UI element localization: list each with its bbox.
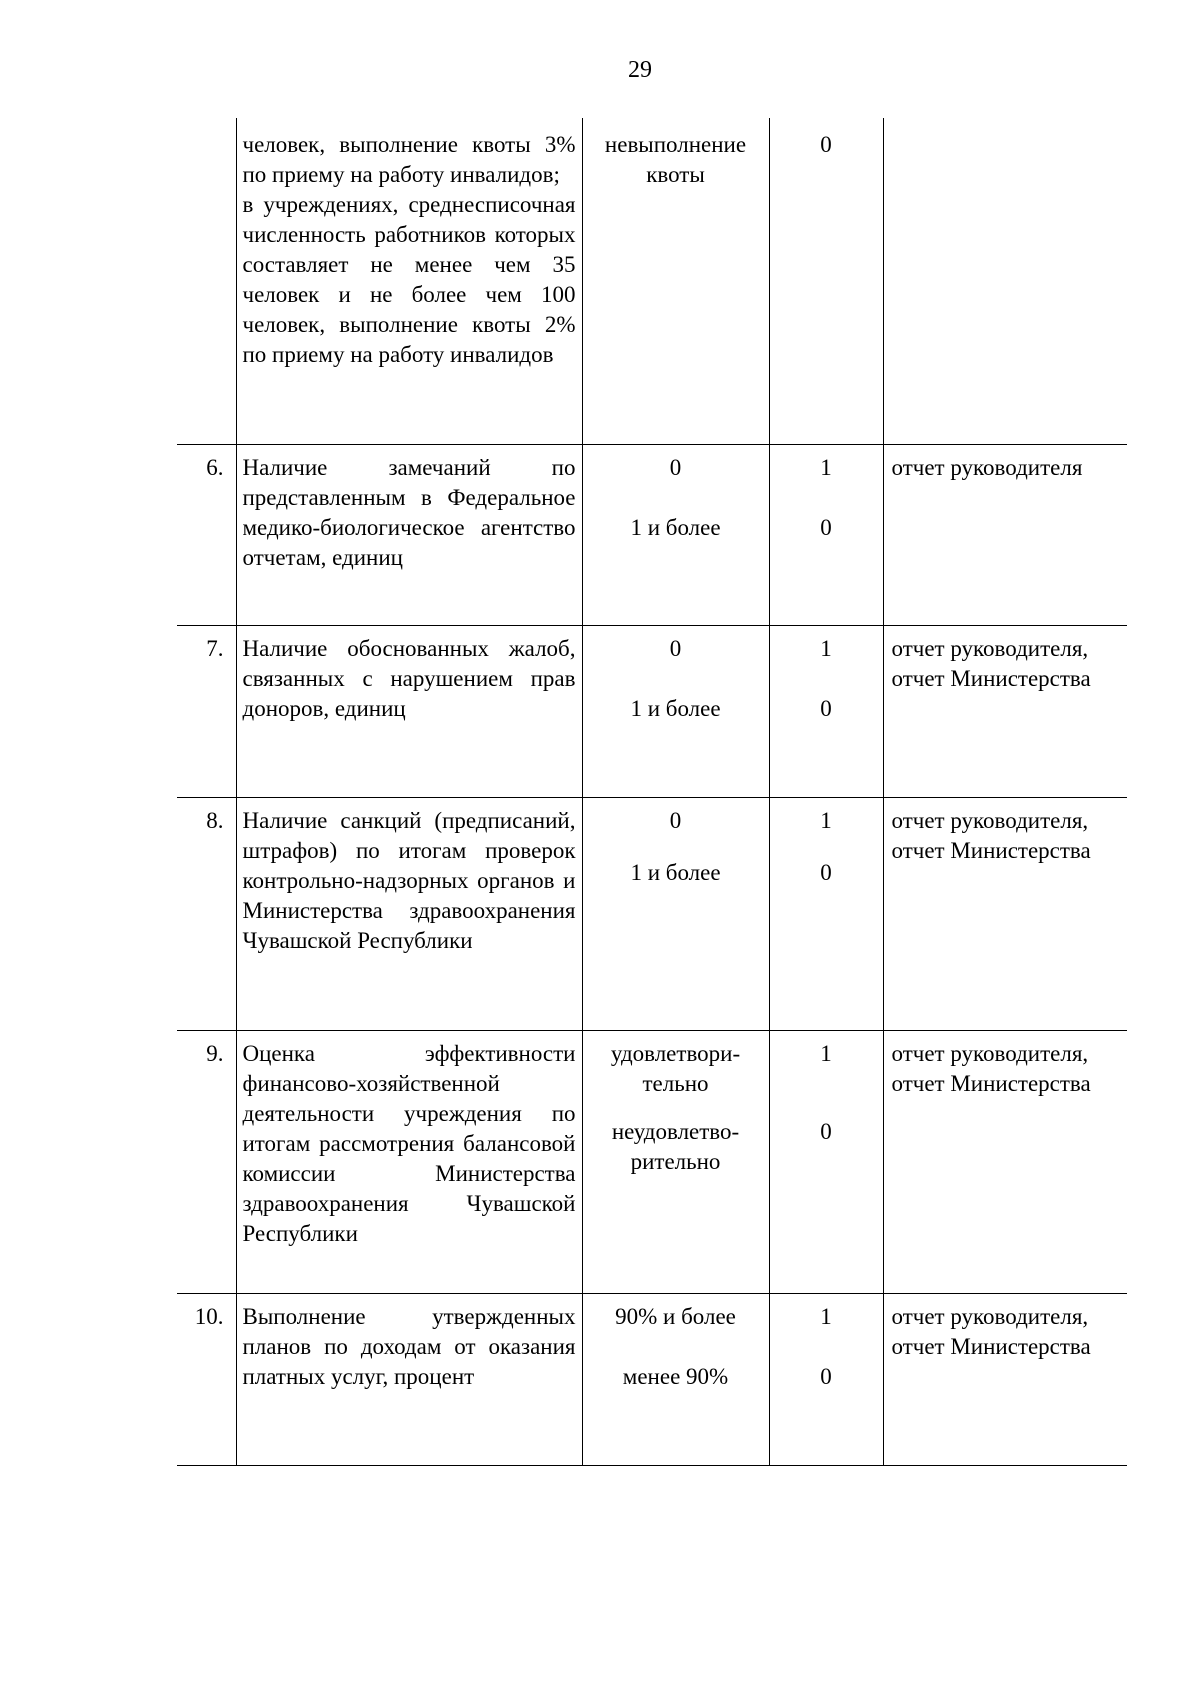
criterion-value [582,444,769,625]
criterion-name: Наличие замечаний по представленным в Федеральное медико-биологическое агентство отчетам, единиц [236,444,582,625]
value-item: неудовлетво-рительно [611,1118,740,1174]
table-row [177,1030,1127,1293]
value-item: 0 [669,454,682,480]
criterion-name [236,118,582,444]
criterion-score [769,797,883,1030]
score-item: 1 [820,1303,832,1329]
criterion-value [582,118,769,444]
value-item: 90% и более [615,1303,736,1329]
value-item: 1 и более [630,514,721,540]
table-row [177,1293,1127,1465]
row-number: 9. [177,1030,236,1293]
criterion-source: отчет руководителя, отчет Министерства [883,1293,1127,1465]
score-item: 1 [820,635,832,661]
criterion-name: Наличие санкций (предписаний, штрафов) по итогам проверок контрольно-надзорных органов и Министерства здравоохранения Чувашской Республики [236,797,582,1030]
score-item: 0 [820,1118,832,1144]
value-item: 1 и более [630,695,721,721]
criterion-score [769,625,883,797]
score-item: 0 [820,132,832,157]
table-row [177,797,1127,1030]
criterion-source: отчет руководителя, отчет Министерства [883,1030,1127,1293]
row-number: 6. [177,444,236,625]
row-number [177,118,236,444]
score-item: 0 [820,514,832,540]
value-item: менее 90% [622,1363,729,1389]
table-row [177,444,1127,625]
criterion-source [883,118,1127,444]
value-item: невыполнение квоты [604,132,747,187]
value-item: 1 и более [630,859,721,885]
score-item: 1 [820,454,832,480]
score-item: 1 [820,807,832,833]
value-item: 0 [669,635,682,661]
row-number: 8. [177,797,236,1030]
criterion-name-part: человек, выполнение квоты 3% по приему на работу инвалидов; [242,132,576,187]
criterion-name-part: в учреждениях, среднесписочная численность работников которых составляет не менее чем 35 человек и не более чем 100 человек, выполнение квоты 2% по приему на работу инвалидов [242,192,576,367]
row-number: 7. [177,625,236,797]
criterion-value [582,1030,769,1293]
criterion-score [769,444,883,625]
criterion-score [769,1030,883,1293]
score-item: 0 [820,859,832,885]
table-row [177,118,1127,444]
criterion-name: Оценка эффективности финансово-хозяйственной деятельности учреждения по итогам рассмотрения балансовой комиссии Министерства здравоохранения Чувашской Республики [236,1030,582,1293]
value-item: 0 [669,807,682,833]
criterion-name: Выполнение утвержденных планов по доходам от оказания платных услуг, процент [236,1293,582,1465]
criterion-source: отчет руководителя, отчет Министерства [883,797,1127,1030]
criterion-value [582,1293,769,1465]
value-item: удовлетвори-тельно [610,1040,741,1096]
criteria-table [177,118,1127,1466]
criterion-source: отчет руководителя [883,444,1127,625]
criterion-value [582,625,769,797]
criterion-name: Наличие обоснованных жалоб, связанных с нарушением прав доноров, единиц [236,625,582,797]
page-number: 29 [628,57,652,83]
table-row [177,625,1127,797]
criterion-score [769,118,883,444]
score-item: 0 [820,1363,832,1389]
criterion-value [582,797,769,1030]
score-item: 1 [820,1040,832,1066]
score-item: 0 [820,695,832,721]
criterion-source: отчет руководителя, отчет Министерства [883,625,1127,797]
row-number: 10. [177,1293,236,1465]
criterion-score [769,1293,883,1465]
